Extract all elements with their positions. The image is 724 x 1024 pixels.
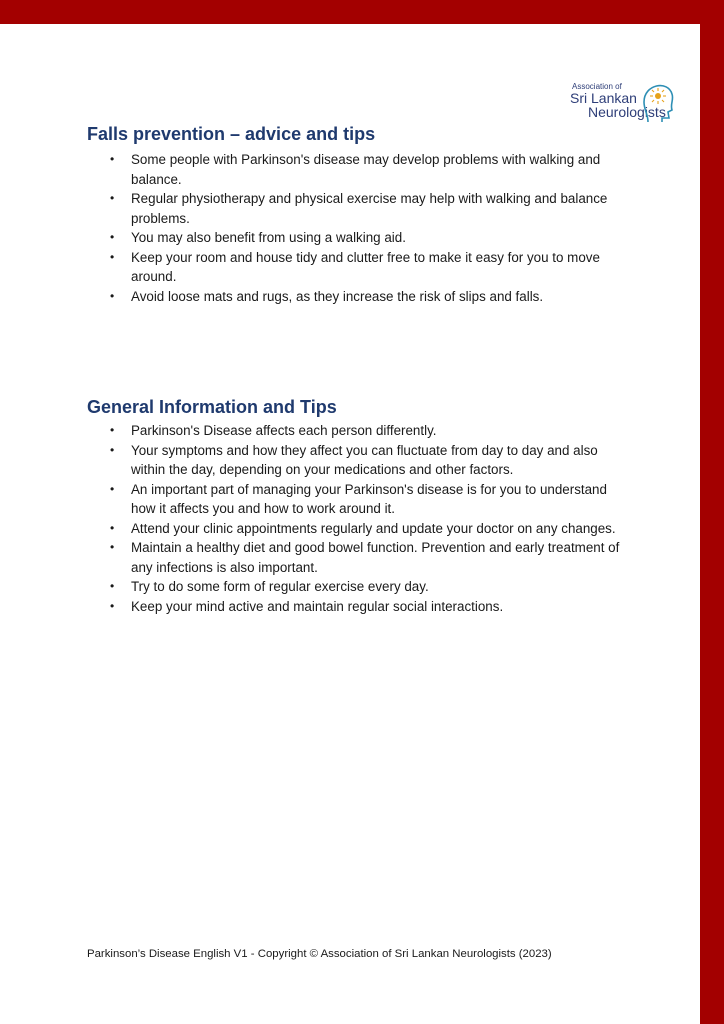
section-heading-general-information: General Information and Tips xyxy=(87,397,337,417)
association-logo xyxy=(566,48,678,128)
logo-text-line2: Sri Lankan xyxy=(570,90,637,106)
list-item: • You may also benefit from using a walking aid. xyxy=(110,228,620,248)
page-frame-right xyxy=(700,0,724,1024)
list-item: • Some people with Parkinson's disease may develop problems with walking and balance. xyxy=(110,150,620,189)
list-item: • Keep your mind active and maintain regular social interactions. xyxy=(110,597,620,617)
list-item: • Try to do some form of regular exercise every day. xyxy=(110,577,620,597)
list-item: • Your symptoms and how they affect you can fluctuate from day to day and also within the day, depending on your medications and other factors. xyxy=(110,441,620,480)
list-item: • Regular physiotherapy and physical exercise may help with walking and balance problems. xyxy=(110,189,620,228)
page-frame-top xyxy=(0,0,724,24)
falls-prevention-list xyxy=(110,150,620,306)
head-profile-icon xyxy=(638,70,676,126)
list-item: • Keep your room and house tidy and clutter free to make it easy for you to move around. xyxy=(110,248,620,287)
list-item: • Attend your clinic appointments regularly and update your doctor on any changes. xyxy=(110,519,620,539)
list-item: • Parkinson's Disease affects each person differently. xyxy=(110,421,620,441)
general-information-list xyxy=(110,421,620,616)
list-item: • An important part of managing your Parkinson's disease is for you to understand how it affects you and how to work around it. xyxy=(110,480,620,519)
logo-text-line3: Neurologists xyxy=(588,104,666,120)
copyright-footer: Parkinson’s Disease English V1 - Copyright © Association of Sri Lankan Neurologists (2023) xyxy=(87,948,552,960)
list-item: • Avoid loose mats and rugs, as they increase the risk of slips and falls. xyxy=(110,287,620,307)
list-item: • Maintain a healthy diet and good bowel function. Prevention and early treatment of any infections is also important. xyxy=(110,538,620,577)
logo-text-line1: Association of xyxy=(572,82,622,91)
section-heading-falls-prevention: Falls prevention – advice and tips xyxy=(87,124,376,144)
